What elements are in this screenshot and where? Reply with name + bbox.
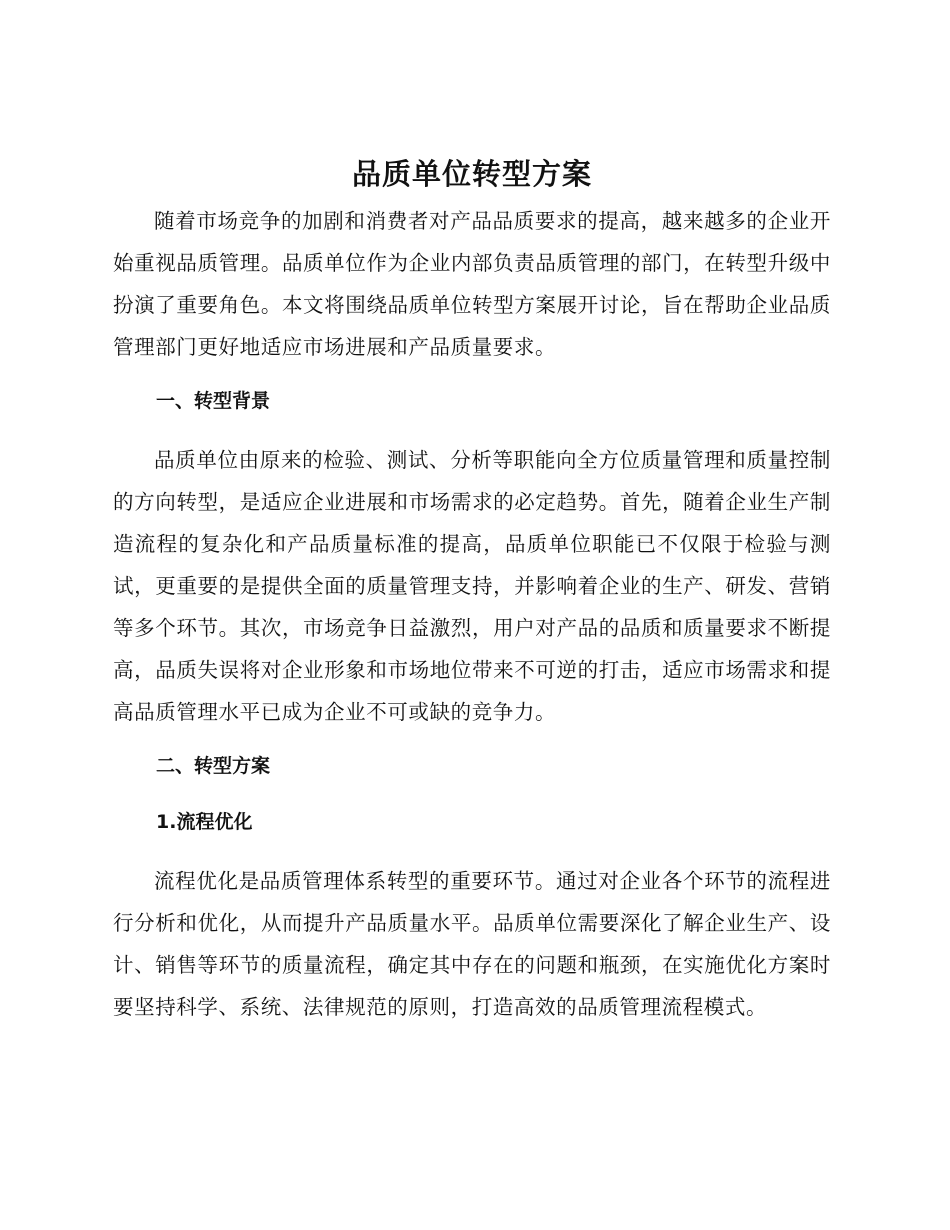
subsection-heading-process-optimization: 1.流程优化 [156,811,253,833]
process-optimization-paragraph: 流程优化是品质管理体系转型的重要环节。通过对企业各个环节的流程进行分析和优化，从而提升产品质量水平。品质单位需要深化了解企业生产、设计、销售等环节的质量流程，确定其中存在的问题和瓶颈，在实施优化方案时要坚持科学、系统、法律规范的原则，打造高效的品质管理流程模式。 [113,869,831,1019]
section-heading-background: 一、转型背景 [156,390,271,412]
document-title: 品质单位转型方案 [351,157,592,191]
intro-paragraph: 随着市场竞争的加剧和消费者对产品品质要求的提高，越来越多的企业开始重视品质管理。品质单位作为企业内部负责品质管理的部门，在转型升级中扮演了重要角色。本文将围绕品质单位转型方案展开讨论，旨在帮助企业品质管理部门更好地适应市场进展和产品质量要求。 [113,209,831,359]
spacer [113,368,831,383]
document-page [113,148,831,1028]
spacer [113,784,831,804]
spacer [113,840,831,860]
section-heading-plan: 二、转型方案 [156,755,271,777]
spacer [113,733,831,748]
background-paragraph: 品质单位由原来的检验、测试、分析等职能向全方位质量管理和质量控制的方向转型，是适应企业进展和市场需求的必定趋势。首先，随着企业生产制造流程的复杂化和产品质量标准的提高，品质单位职能已不仅限于检验与测试，更重要的是提供全面的质量管理支持，并影响着企业的生产、研发、营销等多个环节。其次，市场竞争日益激烈，用户对产品的品质和质量要求不断提高，品质失误将对企业形象和市场地位带来不可逆的打击，适应市场需求和提高品质管理水平已成为企业不可或缺的竞争力。 [113,448,831,724]
spacer [113,419,831,439]
